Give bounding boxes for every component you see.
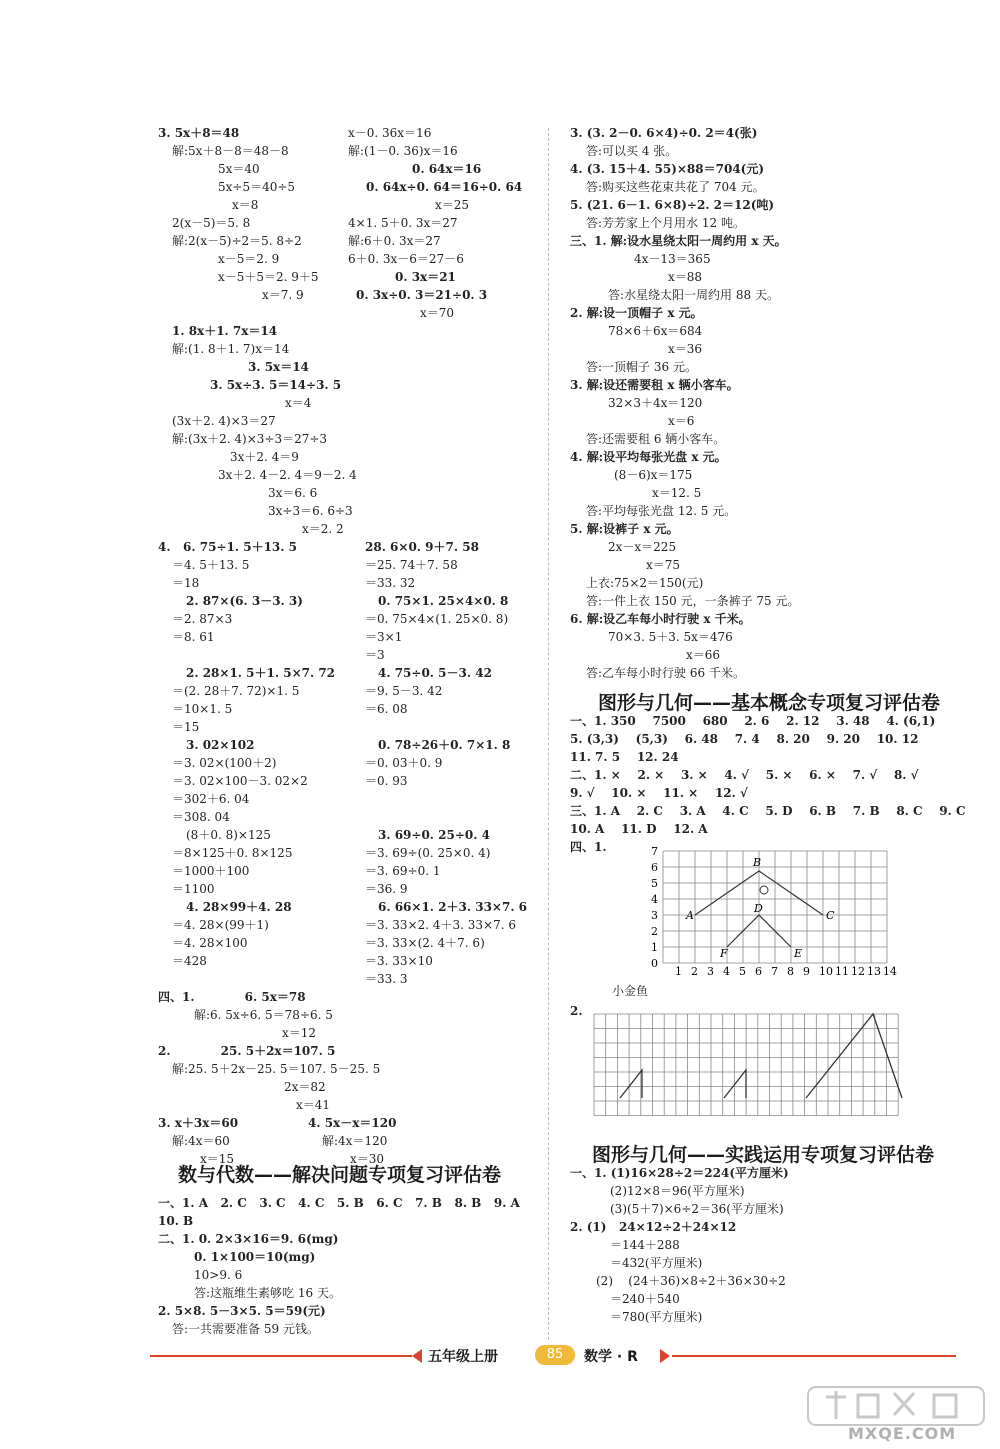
answer-line: 解:(1－0. 36)x＝16 xyxy=(348,144,458,158)
answer-line: 答:可以买 4 张。 xyxy=(586,144,678,158)
x-tick-label: 14 xyxy=(883,965,897,978)
answer-line: 2. 5×8. 5－3×5. 5＝59(元) xyxy=(158,1304,326,1318)
answer-line: 解:6＋0. 3x＝27 xyxy=(348,234,441,248)
y-tick-label: 4 xyxy=(651,893,658,906)
answer-line: x＝12. 5 xyxy=(652,486,702,500)
answer-line: ＝15 xyxy=(172,720,200,734)
answer-line: ＝1100 xyxy=(172,882,215,896)
answer-line: 4. 解:设平均每张光盘 x 元。 xyxy=(570,450,727,464)
answer-line: 0. 64x＝16 xyxy=(412,162,482,176)
answer-line: 2. 28×1. 5＋1. 5×7. 72 xyxy=(186,666,336,680)
answer-line: x＝4 xyxy=(285,396,312,410)
answer-line: 3. 5x＝14 xyxy=(248,360,309,374)
x-tick-label: 6 xyxy=(755,965,762,978)
point-label-f: F xyxy=(720,947,728,960)
answer-line: 上衣:75×2＝150(元) xyxy=(586,576,704,590)
answer-line: ＝36. 9 xyxy=(365,882,408,896)
answer-line: 3. 解:设还需要租 x 辆小客车。 xyxy=(570,378,739,392)
answer-line: 3. 02×102 xyxy=(186,738,255,752)
answer-line: 2. (1) 24×12÷2＋24×12 xyxy=(570,1220,737,1234)
answer-line: ＝33. 3 xyxy=(365,972,408,986)
point-label-d: D xyxy=(754,902,763,915)
answer-line: 6. 66×1. 2＋3. 33×7. 6 xyxy=(378,900,528,914)
answer-line: 2. 25. 5＋2x＝107. 5 xyxy=(158,1044,336,1058)
answer-line: 2(x－5)＝5. 8 xyxy=(172,216,251,230)
answer-line: 6＋0. 3x－6＝27－6 xyxy=(348,252,464,266)
answer-line: ＝144＋288 xyxy=(610,1238,680,1252)
answer-line: 2x－x＝225 xyxy=(608,540,677,554)
answer-line: 0. 3x÷0. 3＝21÷0. 3 xyxy=(356,288,488,302)
answer-line: x＝15 xyxy=(200,1152,235,1166)
section-heading-problem-solving: 数与代数——解决问题专项复习评估卷 xyxy=(178,1164,502,1186)
x-tick-label: 12 xyxy=(851,965,865,978)
answer-line: 2. 解:设一顶帽子 x 元。 xyxy=(570,306,703,320)
answer-line: x＝2. 2 xyxy=(302,522,344,536)
x-tick-label: 11 xyxy=(835,965,849,978)
section-heading-geometry-practice: 图形与几何——实践运用专项复习评估卷 xyxy=(592,1144,935,1166)
answer-line: 解:(1. 8＋1. 7)x＝14 xyxy=(172,342,290,356)
answer-line: ＝6. 08 xyxy=(365,702,408,716)
answer-line: 10. A 11. D 12. A xyxy=(570,822,708,836)
answer-line: ＝2. 87×3 xyxy=(172,612,233,626)
answer-line: ＝10×1. 5 xyxy=(172,702,233,716)
answer-line: 答:还需要租 6 辆小客车。 xyxy=(586,432,726,446)
answer-line: 三、1. A 2. C 3. A 4. C 5. D 6. B 7. B 8. C 9. C xyxy=(570,804,966,818)
answer-line: ＝3. 33×(2. 4＋7. 6) xyxy=(365,936,485,950)
answer-line: 4. 6. 75÷1. 5＋13. 5 xyxy=(158,540,297,554)
answer-line: 一、1. 350 7500 680 2. 6 2. 12 3. 48 4. (6,1) xyxy=(570,714,936,728)
x-tick-label: 7 xyxy=(771,965,778,978)
answer-line: x－0. 36x＝16 xyxy=(348,126,432,140)
fish-eye-circle xyxy=(760,886,768,894)
answer-line: x＝6 xyxy=(668,414,695,428)
answer-line: (2)12×8＝96(平方厘米) xyxy=(610,1184,745,1198)
answer-line: 二、1. 0. 2×3×16＝9. 6(mg) xyxy=(158,1232,339,1246)
y-tick-label: 2 xyxy=(651,925,658,938)
answer-line: 3x＋2. 4－2. 4＝9－2. 4 xyxy=(218,468,357,482)
answer-line: 0. 78÷26＋0. 7×1. 8 xyxy=(378,738,511,752)
y-tick-label: 3 xyxy=(651,909,658,922)
answer-line: 解:2(x－5)÷2＝5. 8÷2 xyxy=(172,234,302,248)
answer-line: ＝9. 5－3. 42 xyxy=(365,684,443,698)
answer-line: x＝70 xyxy=(420,306,455,320)
answer-line: 答:一件上衣 150 元，一条裤子 75 元。 xyxy=(586,594,800,608)
answer-line: 4. 75÷0. 5－3. 42 xyxy=(378,666,492,680)
answer-line: ＝0. 03＋0. 9 xyxy=(365,756,443,770)
answer-line: ＝25. 74＋7. 58 xyxy=(365,558,458,572)
answer-line: 3. (3. 2－0. 6×4)÷0. 2＝4(张) xyxy=(570,126,758,140)
answer-line: ＝432(平方厘米) xyxy=(610,1256,703,1270)
answer-line: 3x＋2. 4＝9 xyxy=(230,450,299,464)
answer-line: 解:(3x＋2. 4)×3÷3＝27÷3 xyxy=(172,432,328,446)
footer-arrow-left-icon xyxy=(412,1349,422,1363)
x-tick-label: 1 xyxy=(675,965,682,978)
answer-line: 3. 69÷0. 25÷0. 4 xyxy=(378,828,490,842)
point-label-b: B xyxy=(753,856,762,869)
answer-line: ＝302＋6. 04 xyxy=(172,792,250,806)
answer-line: x＝7. 9 xyxy=(262,288,304,302)
answer-line: (8＋0. 8)×125 xyxy=(186,828,271,842)
answer-line: 解:25. 5＋2x－25. 5＝107. 5－25. 5 xyxy=(172,1062,381,1076)
answer-line: x＝36 xyxy=(668,342,703,356)
y-tick-label: 0 xyxy=(651,957,658,970)
answer-line: ＝3. 02×100－3. 02×2 xyxy=(172,774,308,788)
answer-line: 解:5x＋8－8＝48－8 xyxy=(172,144,289,158)
section-heading-geometry-concepts: 图形与几何——基本概念专项复习评估卷 xyxy=(598,692,941,714)
answer-line: ＝(2. 28＋7. 72)×1. 5 xyxy=(172,684,300,698)
x-tick-label: 9 xyxy=(803,965,810,978)
answer-line: 答:水星绕太阳一周约用 88 天。 xyxy=(608,288,779,302)
answer-line: x＝66 xyxy=(686,648,721,662)
answer-line: x＝75 xyxy=(646,558,681,572)
shape-enlarged-figure xyxy=(806,1014,902,1098)
answer-line: ＝33. 32 xyxy=(365,576,416,590)
footer-subject: 数学 · R xyxy=(584,1349,638,1365)
answer-line: 二、1. × 2. × 3. × 4. √ 5. × 6. × 7. √ 8. √ xyxy=(570,768,919,782)
answer-line: (3x＋2. 4)×3＝27 xyxy=(172,414,276,428)
answer-line: 4. 5x－x＝120 xyxy=(308,1116,397,1130)
answer-line: 5x÷5＝40÷5 xyxy=(218,180,296,194)
y-tick-label: 6 xyxy=(651,861,658,874)
answer-line: 10. B xyxy=(158,1214,194,1228)
answer-line: 0. 75×1. 25×4×0. 8 xyxy=(378,594,509,608)
answer-line: x＝41 xyxy=(296,1098,331,1112)
answer-line: 28. 6×0. 9＋7. 58 xyxy=(365,540,479,554)
answer-line: 78×6＋6x＝684 xyxy=(608,324,703,338)
answer-line: 一、1. A 2. C 3. C 4. C 5. B 6. C 7. B 8. B 9. A xyxy=(158,1196,520,1210)
answer-line: ＝308. 04 xyxy=(172,810,230,824)
shape-small-parallelogram-1 xyxy=(620,1070,642,1098)
answer-line: ＝18 xyxy=(172,576,200,590)
answer-line: ＝428 xyxy=(172,954,207,968)
answer-line: 答:一共需要准备 59 元钱。 xyxy=(172,1322,319,1336)
column-divider xyxy=(548,128,549,1340)
answer-line: 三、1. 解:设水星绕太阳一周约用 x 天。 xyxy=(570,234,787,248)
answer-line: 一、1. (1)16×28÷2＝224(平方厘米) xyxy=(570,1166,789,1180)
answer-line: ＝3. 33×2. 4＋3. 33×7. 6 xyxy=(365,918,516,932)
point-label-a: A xyxy=(686,909,694,922)
answer-line: 2. xyxy=(570,1004,583,1018)
answer-line: 5. (3,3) (5,3) 6. 48 7. 4 8. 20 9. 20 10. 12 xyxy=(570,732,919,746)
answer-line: x－5＝2. 9 xyxy=(218,252,280,266)
answer-line: (8－6)x＝175 xyxy=(614,468,693,482)
x-tick-label: 13 xyxy=(867,965,881,978)
shape-small-parallelogram-2 xyxy=(724,1070,746,1098)
answer-line: 答:乙车每小时行驶 66 千米。 xyxy=(586,666,745,680)
y-tick-label: 1 xyxy=(651,941,658,954)
watermark-text: MXQE.COM xyxy=(848,1424,957,1443)
answer-line: 解:4x＝120 xyxy=(322,1134,388,1148)
answer-line: 1. 8x＋1. 7x＝14 xyxy=(172,324,278,338)
footer-grade: 五年级上册 xyxy=(428,1349,498,1365)
x-tick-label: 5 xyxy=(739,965,746,978)
x-tick-label: 8 xyxy=(787,965,794,978)
answer-line: ＝4. 5＋13. 5 xyxy=(172,558,250,572)
answer-line: 2. 87×(6. 3－3. 3) xyxy=(186,594,303,608)
y-tick-label: 7 xyxy=(651,845,658,858)
answer-line: 0. 64x÷0. 64＝16÷0. 64 xyxy=(366,180,523,194)
answer-line: ＝3 xyxy=(365,648,385,662)
answer-line: ＝3. 33×10 xyxy=(365,954,433,968)
coordinate-grid-lines xyxy=(663,851,887,963)
answer-line: 6. 解:设乙车每小时行驶 x 千米。 xyxy=(570,612,751,626)
y-axis-labels xyxy=(651,845,658,970)
answer-line: 解:4x＝60 xyxy=(172,1134,230,1148)
point-label-c: C xyxy=(826,909,835,922)
answer-line: 9. √ 10. × 11. × 12. √ xyxy=(570,786,748,800)
answer-line: 四、1. xyxy=(570,840,607,854)
answer-line: x＝88 xyxy=(668,270,703,284)
answer-line: 4×1. 5＋0. 3x＝27 xyxy=(348,216,458,230)
x-axis-labels xyxy=(675,965,897,978)
answer-line: 答:平均每张光盘 12. 5 元。 xyxy=(586,504,737,518)
answer-line: ＝3. 02×(100＋2) xyxy=(172,756,277,770)
answer-line: 3. 5x＋8＝48 xyxy=(158,126,240,140)
translation-grid-lines xyxy=(594,1014,898,1116)
answer-line: 5. 解:设裤子 x 元。 xyxy=(570,522,679,536)
answer-line: ＝780(平方厘米) xyxy=(610,1310,703,1324)
answer-line: 10>9. 6 xyxy=(194,1268,243,1282)
answer-line: x＝30 xyxy=(350,1152,385,1166)
answer-line: x－5＋5＝2. 9＋5 xyxy=(218,270,319,284)
x-tick-label: 2 xyxy=(691,965,698,978)
coordinate-grid-figure xyxy=(636,840,897,980)
x-tick-label: 4 xyxy=(723,965,730,978)
answer-line: x＝8 xyxy=(232,198,259,212)
x-tick-label: 10 xyxy=(819,965,833,978)
answer-line: ＝3. 69÷0. 1 xyxy=(365,864,441,878)
answer-line: ＝0. 75×4×(1. 25×0. 8) xyxy=(365,612,509,626)
answer-line: 4. 28×99＋4. 28 xyxy=(186,900,292,914)
answer-line: 11. 7. 5 12. 24 xyxy=(570,750,679,764)
answer-line: 答:购买这些花束共花了 704 元。 xyxy=(586,180,765,194)
answer-line: 4. (3. 15＋4. 55)×88＝704(元) xyxy=(570,162,765,176)
answer-line: 0. 3x＝21 xyxy=(395,270,456,284)
answer-line: 四、1. 6. 5x＝78 xyxy=(158,990,306,1004)
answer-line: 3x÷3＝6. 6÷3 xyxy=(268,504,353,518)
answer-line: 0. 1×100＝10(mg) xyxy=(194,1250,316,1264)
answer-line: 解:6. 5x÷6. 5＝78÷6. 5 xyxy=(194,1008,333,1022)
answer-line: 4x－13＝365 xyxy=(634,252,711,266)
answer-line: (2) (24＋36)×8÷2＋36×30÷2 xyxy=(596,1274,786,1288)
answer-line: ＝1000＋100 xyxy=(172,864,250,878)
answer-line: ＝0. 93 xyxy=(365,774,408,788)
answer-line: x＝25 xyxy=(435,198,470,212)
translation-grid-figure xyxy=(590,1010,910,1128)
answer-line: 2x＝82 xyxy=(284,1080,326,1094)
answer-line: ＝4. 28×100 xyxy=(172,936,248,950)
answer-line: 5. (21. 6－1. 6×8)÷2. 2＝12(吨) xyxy=(570,198,775,212)
x-tick-label: 3 xyxy=(707,965,714,978)
answer-line: 答:芳芳家上个月用水 12 吨。 xyxy=(586,216,745,230)
footer-arrow-right-icon xyxy=(660,1349,670,1363)
answer-line: 小金鱼 xyxy=(612,984,649,998)
y-tick-label: 5 xyxy=(651,877,658,890)
answer-line: x＝12 xyxy=(282,1026,317,1040)
answer-line: ＝4. 28×(99＋1) xyxy=(172,918,269,932)
footer-rule-left xyxy=(150,1355,412,1357)
answer-line: ＝3×1 xyxy=(365,630,403,644)
answer-line: 3. 5x÷3. 5＝14÷3. 5 xyxy=(210,378,342,392)
answer-line: 70×3. 5＋3. 5x＝476 xyxy=(608,630,733,644)
answer-line: 3. x＋3x＝60 xyxy=(158,1116,239,1130)
answer-line: 5x＝40 xyxy=(218,162,260,176)
answer-line: 答:一顶帽子 36 元。 xyxy=(586,360,697,374)
answer-line: 32×3＋4x＝120 xyxy=(608,396,703,410)
answer-line: (3)(5＋7)×6÷2＝36(平方厘米) xyxy=(610,1202,784,1216)
page-number: 85 xyxy=(535,1345,575,1365)
answer-line: ＝8×125＋0. 8×125 xyxy=(172,846,293,860)
point-label-e: E xyxy=(794,947,803,960)
answer-line: 答:这瓶维生素够吃 16 天。 xyxy=(194,1286,341,1300)
footer-rule-right xyxy=(672,1355,956,1357)
answer-line: 3x＝6. 6 xyxy=(268,486,318,500)
answer-line: ＝3. 69÷(0. 25×0. 4) xyxy=(365,846,491,860)
answer-line: ＝240＋540 xyxy=(610,1292,680,1306)
answer-line: ＝8. 61 xyxy=(172,630,215,644)
